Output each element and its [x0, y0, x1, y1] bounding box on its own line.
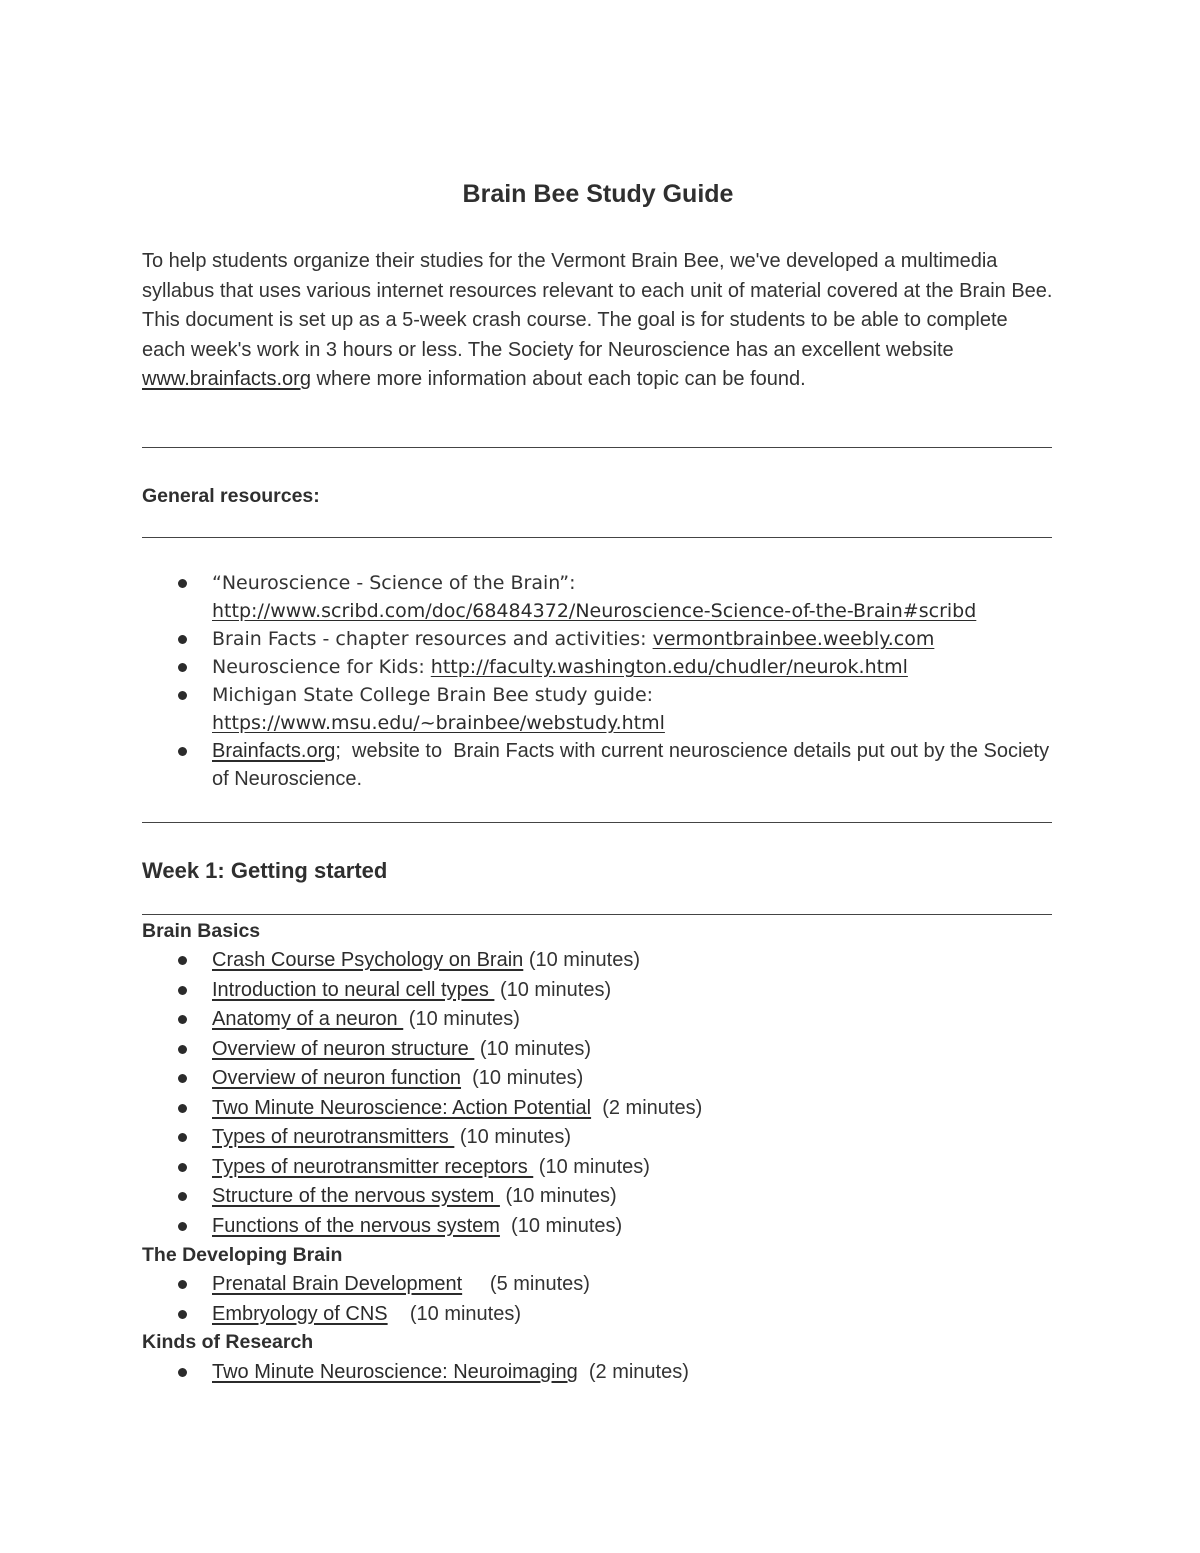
list-item [142, 653, 1054, 681]
general-resources-heading: General resources: [142, 485, 320, 507]
duration: (10 minutes) [403, 1008, 520, 1030]
scribd-link[interactable]: http://www.scribd.com/doc/68484372/Neuroscience-Science-of-the-Brain#scribd [212, 600, 977, 622]
duration: (10 minutes) [523, 949, 640, 971]
duration: (10 minutes) [533, 1155, 650, 1178]
item-text: Neuroscience for Kids: [212, 656, 431, 678]
bullet-icon [178, 986, 187, 995]
video-link[interactable]: Two Minute Neuroscience: Action Potential [212, 1096, 592, 1119]
bullet-icon [178, 1163, 187, 1172]
item-text: “Neuroscience - Science of the Brain”: [212, 572, 576, 594]
list-item [142, 1064, 1054, 1094]
developing-brain-heading: The Developing Brain [142, 1244, 343, 1266]
duration: (5 minutes) [462, 1273, 590, 1295]
bullet-icon [178, 1280, 187, 1289]
list-item [142, 1300, 1054, 1330]
bullet-icon [178, 635, 187, 644]
list-item [142, 1035, 1054, 1065]
bullet-icon [178, 691, 187, 700]
item-text: Brain Facts - chapter resources and activities: [212, 628, 653, 650]
brainfacts-link[interactable]: www.brainfacts.org [142, 368, 311, 390]
brainfacts-org-link[interactable]: Brainfacts.org [212, 740, 336, 762]
duration: (10 minutes) [499, 1185, 617, 1207]
general-resources-list [142, 569, 1054, 793]
list-item [142, 1358, 1054, 1388]
video-link[interactable]: Overview of neuron function [212, 1067, 462, 1089]
video-link[interactable]: Prenatal Brain Development [212, 1273, 463, 1295]
intro-paragraph [142, 247, 1054, 395]
intro-text-end: where more information about each topic can be found. [310, 368, 806, 390]
bullet-icon [178, 1368, 187, 1377]
list-item [142, 1094, 1054, 1124]
divider [142, 447, 1052, 448]
video-link[interactable]: Functions of the nervous system [212, 1214, 500, 1237]
bullet-icon [178, 1310, 187, 1319]
list-item [142, 1005, 1054, 1035]
video-link[interactable]: Types of neurotransmitter receptors [212, 1155, 534, 1178]
video-link[interactable]: Introduction to neural cell types [212, 978, 495, 1001]
list-item [142, 681, 1054, 737]
bullet-icon [178, 579, 187, 588]
bullet-icon [178, 1192, 187, 1201]
bullet-icon [178, 1133, 187, 1142]
list-item [142, 1123, 1054, 1153]
duration: (10 minutes) [494, 978, 612, 1001]
bullet-icon [178, 747, 187, 756]
list-item [142, 1270, 1054, 1300]
list-item [142, 976, 1054, 1006]
bullet-icon [178, 1074, 187, 1083]
developing-brain-list [142, 1270, 1054, 1329]
kinds-of-research-list [142, 1358, 1054, 1388]
list-item [142, 1153, 1054, 1183]
page-title: Brain Bee Study Guide [462, 180, 734, 208]
duration: (2 minutes) [577, 1361, 689, 1383]
duration: (10 minutes) [499, 1214, 623, 1237]
intro-text: To help students organize their studies for the Vermont Brain Bee, we've developed a multimedia syllabus that uses various internet resources relevant to each unit of material covered at the Brain Bee. This document is set up as a 5-week crash course. The goal is for students to be able to complete each week's work in 3 hours or less. The Society for Neuroscience has an excellent website [142, 250, 1053, 361]
video-link[interactable]: Crash Course Psychology on Brain [212, 949, 524, 971]
divider [142, 914, 1052, 915]
msu-link[interactable]: https://www.msu.edu/~brainbee/webstudy.html [212, 712, 665, 734]
list-item [142, 625, 1054, 653]
list-item [142, 1212, 1054, 1242]
item-text: ; website to Brain Facts with current neuroscience details put out by the Society of Neuroscience. [212, 740, 1055, 790]
duration: (10 minutes) [387, 1302, 522, 1325]
video-link[interactable]: Structure of the nervous system [212, 1185, 500, 1207]
item-text: Michigan State College Brain Bee study guide: [212, 684, 654, 706]
bullet-icon [178, 663, 187, 672]
list-item [142, 569, 1054, 625]
kinds-of-research-heading: Kinds of Research [142, 1331, 314, 1353]
brain-basics-heading: Brain Basics [142, 920, 261, 942]
duration: (10 minutes) [454, 1126, 572, 1148]
weebly-link[interactable]: vermontbrainbee.weebly.com [652, 628, 935, 650]
bullet-icon [178, 1222, 187, 1231]
duration: (10 minutes) [474, 1037, 592, 1060]
video-link[interactable]: Types of neurotransmitters [212, 1126, 455, 1148]
video-link[interactable]: Overview of neuron structure [212, 1037, 475, 1060]
duration: (2 minutes) [591, 1096, 703, 1119]
list-item [142, 1182, 1054, 1212]
bullet-icon [178, 1104, 187, 1113]
video-link[interactable]: Two Minute Neuroscience: Neuroimaging [212, 1361, 578, 1383]
bullet-icon [178, 1015, 187, 1024]
brain-basics-list [142, 946, 1054, 1241]
video-link[interactable]: Embryology of CNS [212, 1302, 388, 1325]
week1-heading: Week 1: Getting started [142, 858, 388, 883]
neurok-link[interactable]: http://faculty.washington.edu/chudler/neurok.html [430, 656, 908, 678]
bullet-icon [178, 956, 187, 965]
divider [142, 822, 1052, 823]
list-item [142, 946, 1054, 976]
duration: (10 minutes) [461, 1067, 584, 1089]
bullet-icon [178, 1045, 187, 1054]
video-link[interactable]: Anatomy of a neuron [212, 1008, 404, 1030]
list-item [142, 737, 1054, 793]
divider [142, 537, 1052, 538]
